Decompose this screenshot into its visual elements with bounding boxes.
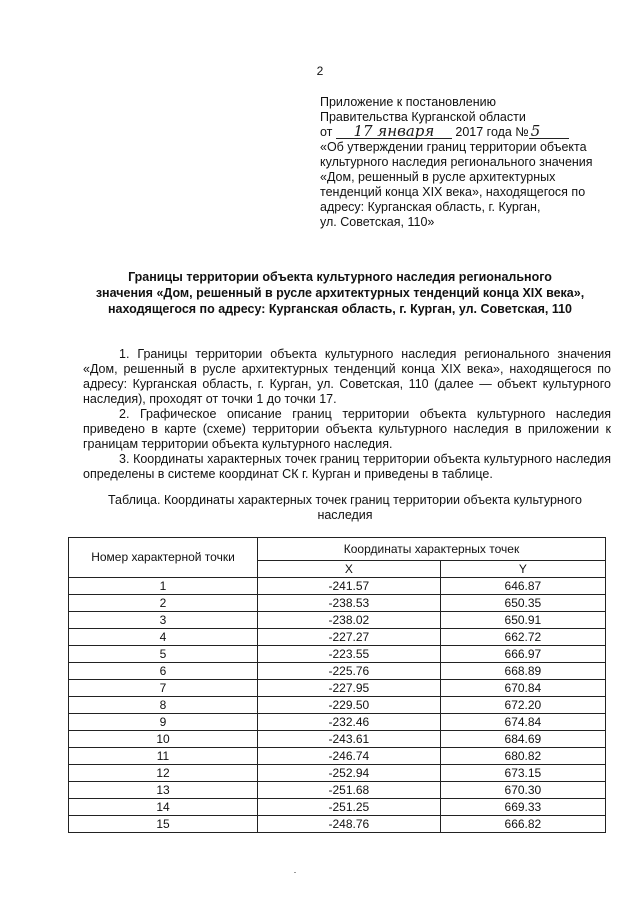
cell-x: -225.76 [258,663,441,680]
paragraph-2: 2. Графическое описание границ территории объекта культурного наследия приведено в карте (схеме) территории объекта культурного наследия в приложении к границам территории объекта культурного наследия. [83,407,611,451]
cell-point-number: 1 [69,578,258,595]
cell-y: 684.69 [440,731,605,748]
table-row [69,680,606,697]
cell-y: 668.89 [440,663,605,680]
cell-x: -248.76 [258,816,441,833]
table-row [69,816,606,833]
table-row [69,629,606,646]
header-x: X [258,561,441,578]
table-row [69,612,606,629]
cell-y: 674.84 [440,714,605,731]
paragraph-1: 1. Границы территории объекта культурного наследия регионального значения «Дом, решенный в русле архитектурных тенденций конца XIX века», находящегося по адресу: Курганская область, г. Курган, ул. Советская, 110 (далее — объект культурного наследия), проходят от точки 1 до точки 17. [83,347,611,406]
document-body [83,347,611,482]
appendix-line-2: Правительства Курганской области [320,110,526,124]
coordinates-table-body [69,578,606,833]
header-point-number: Номер характерной точки [69,538,258,578]
cell-point-number: 15 [69,816,258,833]
cell-x: -232.46 [258,714,441,731]
cell-x: -241.57 [258,578,441,595]
cell-point-number: 8 [69,697,258,714]
table-row [69,731,606,748]
cell-x: -251.25 [258,799,441,816]
cell-point-number: 4 [69,629,258,646]
table-row [69,799,606,816]
header-y: Y [440,561,605,578]
cell-point-number: 13 [69,782,258,799]
cell-point-number: 7 [69,680,258,697]
cell-x: -227.27 [258,629,441,646]
cell-point-number: 12 [69,765,258,782]
appendix-subject-line: культурного наследия регионального значения [320,155,593,169]
cell-x: -246.74 [258,748,441,765]
cell-point-number: 9 [69,714,258,731]
paragraph-3: 3. Координаты характерных точек границ территории объекта культурного наследия определены в системе координат СК г. Курган и приведены в таблице. [83,452,611,481]
cell-point-number: 10 [69,731,258,748]
table-row [69,578,606,595]
appendix-subject-line: тенденций конца XIX века», находящегося по [320,185,586,199]
appendix-subject-line: «Об утверждении границ территории объекта [320,140,587,154]
cell-y: 650.35 [440,595,605,612]
appendix-subject-line: ул. Советская, 110» [320,215,435,229]
table-row [69,782,606,799]
from-label: от [320,125,333,139]
table-row [69,714,606,731]
header-coordinates: Координаты характерных точек [258,538,606,561]
cell-point-number: 2 [69,595,258,612]
cell-y: 673.15 [440,765,605,782]
cell-x: -252.94 [258,765,441,782]
title-line: находящегося по адресу: Курганская область, г. Курган, ул. Советская, 110 [107,302,572,316]
cell-point-number: 3 [69,612,258,629]
table-row [69,663,606,680]
cell-x: -238.02 [258,612,441,629]
cell-y: 680.82 [440,748,605,765]
handwritten-number: 5 [529,125,569,139]
table-row [69,595,606,612]
cell-x: -251.68 [258,782,441,799]
table-row [69,697,606,714]
cell-point-number: 6 [69,663,258,680]
appendix-line-1: Приложение к постановлению [320,95,496,109]
cell-y: 666.97 [440,646,605,663]
cell-y: 669.33 [440,799,605,816]
page-number: 2 [316,64,324,78]
table-caption [85,493,605,523]
appendix-subject-line: адресу: Курганская область, г. Курган, [320,200,541,214]
cell-y: 672.20 [440,697,605,714]
cell-x: -238.53 [258,595,441,612]
table-row [69,748,606,765]
cell-x: -227.95 [258,680,441,697]
cell-y: 646.87 [440,578,605,595]
coordinates-table [68,537,606,833]
cell-y: 666.82 [440,816,605,833]
table-caption-line: Таблица. Координаты характерных точек границ территории объекта культурного [107,493,583,507]
scan-speck [294,872,296,873]
cell-y: 670.30 [440,782,605,799]
handwritten-date: 17 января [336,125,452,139]
cell-point-number: 14 [69,799,258,816]
table-caption-line: наследия [317,508,373,522]
cell-point-number: 5 [69,646,258,663]
cell-point-number: 11 [69,748,258,765]
appendix-block [320,95,620,230]
table-row [69,646,606,663]
appendix-date-line [320,122,620,140]
document-title [80,269,600,317]
cell-x: -223.55 [258,646,441,663]
title-line: Границы территории объекта культурного наследия регионального [128,270,552,284]
year-text: 2017 года № [455,125,529,139]
table-row [69,765,606,782]
cell-x: -243.61 [258,731,441,748]
cell-x: -229.50 [258,697,441,714]
title-line: значения «Дом, решенный в русле архитектурных тенденций конца XIX века», [95,286,585,300]
appendix-subject-line: «Дом, решенный в русле архитектурных [320,170,556,184]
cell-y: 662.72 [440,629,605,646]
cell-y: 670.84 [440,680,605,697]
cell-y: 650.91 [440,612,605,629]
